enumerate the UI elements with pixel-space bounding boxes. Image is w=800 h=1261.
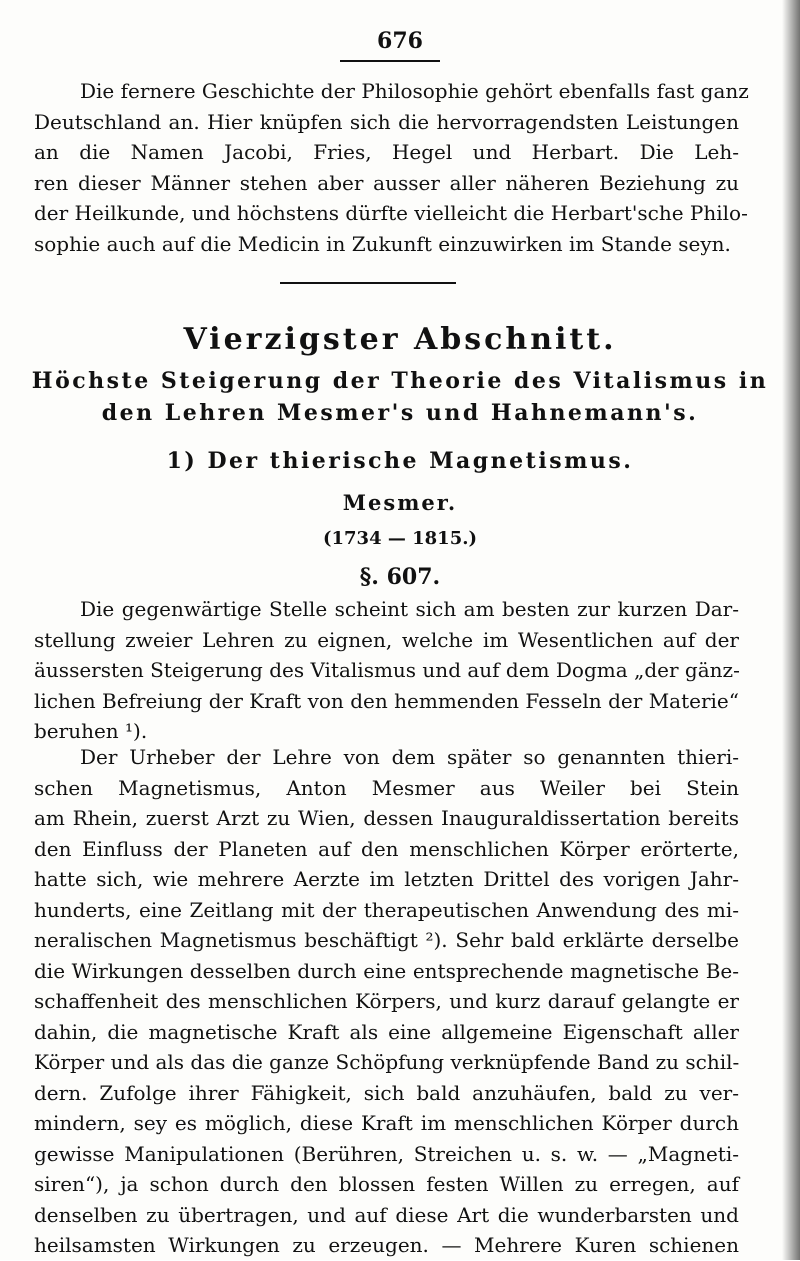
text-line: Die gegenwärtige Stelle scheint sich am besten zur kurzen Dar- xyxy=(80,597,739,621)
text-line: den Einfluss der Planeten auf den menschlichen Körper erörterte, xyxy=(34,836,739,861)
page-number: 676 xyxy=(377,28,423,54)
text-line: hatte sich, wie mehrere Aerzte im letzten Drittel des vorigen Jahr- xyxy=(34,867,739,891)
text-line: schaffenheit des menschlichen Körpers, und kurz darauf gelangte er xyxy=(34,989,739,1013)
text-line: denselben zu übertragen, und auf diese Art die wunderbarsten und xyxy=(34,1202,739,1227)
chapter-subtitle-line-2: den Lehren Mesmer's und Hahnemann's. xyxy=(101,400,699,426)
section-divider xyxy=(280,282,456,284)
text-line: dahin, die magnetische Kraft als eine allgemeine Eigenschaft aller xyxy=(34,1019,739,1044)
text-line: äussersten Steigerung des Vitalismus und auf dem Dogma „der gänz- xyxy=(34,658,740,682)
text-line: die Wirkungen desselben durch eine entsprechende magnetische Be- xyxy=(34,958,739,983)
paragraph-philosophy-germany xyxy=(34,76,749,259)
text-line: an die Namen Jacobi, Fries, Hegel und Herbart. Die Leh- xyxy=(34,140,739,164)
chapter-heading: Vierzigster Abschnitt. xyxy=(183,322,617,357)
text-line: Der Urheber der Lehre von dem später so genannten thieri- xyxy=(80,745,739,769)
part-heading: 1) Der thierische Magnetismus. xyxy=(166,448,634,474)
text-line: Die fernere Geschichte der Philosophie gehört ebenfalls fast ganz xyxy=(80,79,749,103)
text-line: sophie auch auf die Medicin in Zukunft einzuwirken im Stande seyn. xyxy=(34,231,731,256)
page-edge-shadow xyxy=(782,0,800,1260)
text-line: siren“), ja schon durch den blossen festen Willen zu erregen, auf xyxy=(34,1172,739,1196)
chapter-subtitle-line-1: Höchste Steigerung der Theorie des Vitalismus in xyxy=(31,368,769,394)
text-line: Körper und als das die ganze Schöpfung verknüpfende Band zu schil- xyxy=(34,1050,740,1074)
text-line: mindern, sey es möglich, diese Kraft im menschlichen Körper durch xyxy=(34,1111,739,1135)
text-line: stellung zweier Lehren zu eignen, welche im Wesentlichen auf der xyxy=(34,627,739,652)
paragraph-introduction xyxy=(34,594,739,747)
person-heading: Mesmer. xyxy=(342,490,458,515)
text-line: Deutschland an. Hier knüpfen sich die hervorragendsten Leistungen xyxy=(34,109,739,134)
page-number-rule xyxy=(340,60,440,62)
text-line: lichen Befreiung der Kraft von den hemmenden Fesseln der Materie“ xyxy=(34,688,739,713)
text-line: hunderts, eine Zeitlang mit der therapeutischen Anwendung des mi- xyxy=(34,897,739,922)
text-line: heilsamsten Wirkungen zu erzeugen. — Mehrere Kuren schienen xyxy=(34,1233,739,1257)
text-line: am Rhein, zuerst Arzt zu Wien, dessen Inauguraldissertation bereits xyxy=(34,806,739,830)
text-line: gewisse Manipulationen (Berühren, Streichen u. s. w. — „Magneti- xyxy=(34,1141,739,1166)
text-line: dern. Zufolge ihrer Fähigkeit, sich bald anzuhäufen, bald zu ver- xyxy=(34,1080,739,1105)
text-line: der Heilkunde, und höchstens dürfte vielleicht die Herbart'sche Philo- xyxy=(34,201,748,225)
text-line: schen Magnetismus, Anton Mesmer aus Weiler bei Stein xyxy=(34,775,739,800)
section-number: §. 607. xyxy=(359,564,441,590)
paragraph-mesmer xyxy=(34,742,739,1261)
text-line: beruhen ¹). xyxy=(34,719,148,743)
text-line: neralischen Magnetismus beschäftigt ²). Sehr bald erklärte derselbe xyxy=(34,928,739,952)
text-line: ren dieser Männer stehen aber ausser aller näheren Beziehung zu xyxy=(34,170,739,195)
life-dates: (1734 — 1815.) xyxy=(322,528,478,549)
